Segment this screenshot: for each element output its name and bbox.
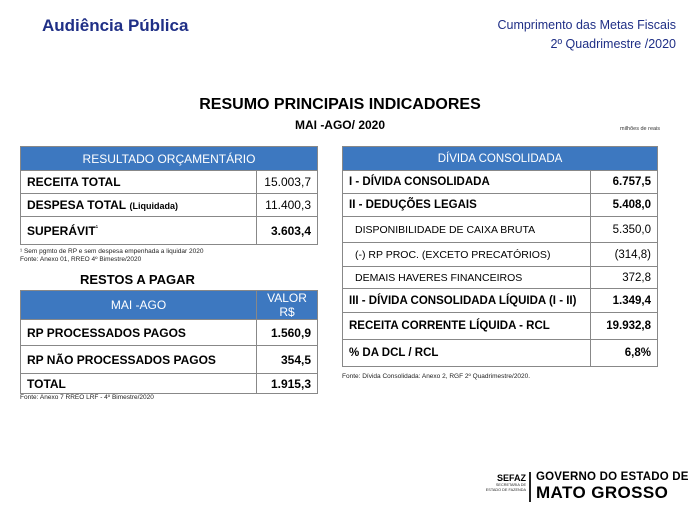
resultado-notes: [20, 248, 203, 264]
table-row: [343, 171, 658, 194]
resultado-orcamentario-table: [20, 146, 318, 245]
row-label: DESPESA TOTAL (Liquidada): [21, 194, 257, 217]
table-row: [21, 374, 318, 394]
government-logo: [536, 471, 689, 502]
row-label: I - DÍVIDA CONSOLIDADA: [343, 171, 591, 194]
row-value: 11.400,3: [257, 194, 318, 217]
restos-source: Fonte: Anexo 7 RREO LRF - 4º Bimestre/2020: [20, 394, 154, 401]
government-logo-line1: GOVERNO DO ESTADO DE: [536, 471, 689, 483]
row-value: (314,8): [591, 243, 658, 267]
row-value: 3.603,4: [257, 217, 318, 245]
table-row: [21, 320, 318, 346]
sefaz-logo-line2: ESTADO DE FAZENDA: [485, 487, 526, 492]
row-label: TOTAL: [21, 374, 257, 394]
row-value: 19.932,8: [591, 313, 658, 340]
table-row: [343, 194, 658, 217]
row-qualifier: (Liquidada): [129, 201, 178, 211]
row-value: 354,5: [257, 346, 318, 374]
table-row: [343, 340, 658, 367]
row-label: % DA DCL / RCL: [343, 340, 591, 367]
sefaz-logo-title: SEFAZ: [496, 473, 526, 483]
row-value: 5.350,0: [591, 217, 658, 243]
table-row: [21, 217, 318, 245]
row-value: 15.003,7: [257, 171, 318, 194]
row-label: RECEITA TOTAL: [21, 171, 257, 194]
table-row: [343, 267, 658, 289]
table-row: [21, 346, 318, 374]
main-title: RESUMO PRINCIPAIS INDICADORES: [199, 96, 481, 113]
divida-source: Fonte: Dívida Consolidada: Anexo 2, RGF 2º Quadrimestre/2020.: [342, 373, 531, 380]
header-subtitle-line2: 2º Quadrimestre /2020: [550, 37, 676, 51]
restos-value-header: VALOR R$: [257, 291, 318, 320]
table-row: [343, 217, 658, 243]
table-row: [21, 194, 318, 217]
row-label: RECEITA CORRENTE LÍQUIDA - RCL: [343, 313, 591, 340]
restos-a-pagar-table: [20, 290, 318, 394]
row-value: 372,8: [591, 267, 658, 289]
government-logo-line2: MATO GROSSO: [536, 483, 669, 502]
table-row: [21, 171, 318, 194]
logo-divider: [529, 472, 531, 502]
sefaz-logo-line1: SECRETARIA DE: [495, 483, 526, 487]
row-value: 6.757,5: [591, 171, 658, 194]
footnote: ¹ Sem pgmto de RP e sem despesa empenhada a liquidar 2020: [20, 248, 204, 255]
row-value: 1.349,4: [591, 289, 658, 313]
row-value: 1.560,9: [257, 320, 318, 346]
restos-title: RESTOS A PAGAR: [80, 272, 195, 287]
table-row: [343, 243, 658, 267]
row-label: III - DÍVIDA CONSOLIDADA LÍQUIDA (I - II): [343, 289, 591, 313]
row-label: DEMAIS HAVERES FINANCEIROS: [343, 267, 591, 289]
row-label: RP NÃO PROCESSADOS PAGOS: [21, 346, 257, 374]
divida-header: DÍVIDA CONSOLIDADA: [343, 147, 658, 171]
header-subtitle-line1: Cumprimento das Metas Fiscais: [497, 18, 676, 32]
row-label: (-) RP PROC. (EXCETO PRECATÓRIOS): [343, 243, 591, 267]
main-subtitle: MAI -AGO/ 2020: [294, 118, 386, 132]
units-note: milhões de reais: [620, 126, 661, 132]
row-label: RP PROCESSADOS PAGOS: [21, 320, 257, 346]
table-row: [343, 313, 658, 340]
divida-consolidada-table: [342, 146, 658, 367]
footnote-marker: ¹: [95, 224, 99, 232]
resultado-header: RESULTADO ORÇAMENTÁRIO: [21, 147, 318, 171]
row-label: II - DEDUÇÕES LEGAIS: [343, 194, 591, 217]
header-subtitle-block: [497, 16, 676, 54]
row-label: $SUPERÁVIT^{^1}$: [21, 217, 257, 245]
row-value: 5.408,0: [591, 194, 658, 217]
page-header-title: Audiência Pública: [42, 16, 189, 35]
row-value: 1.915,3: [257, 374, 318, 394]
sefaz-logo: [482, 474, 526, 492]
table-row: [343, 289, 658, 313]
restos-col-header: MAI -AGO: [21, 291, 257, 320]
row-value: 6,8%: [591, 340, 658, 367]
source-note: Fonte: Anexo 01, RREO 4º Bimestre/2020: [20, 256, 142, 263]
row-label: DISPONIBILIDADE DE CAIXA BRUTA: [343, 217, 591, 243]
